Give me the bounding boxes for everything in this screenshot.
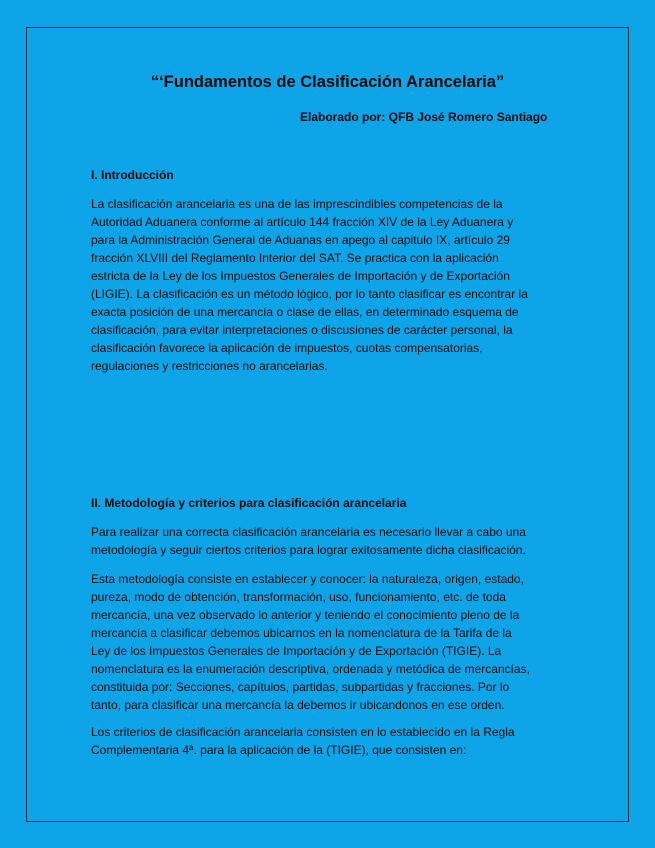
paragraph-line: pureza, modo de obtención, transformación, uso, funcionamiento, etc. de toda (91, 590, 506, 604)
section-heading-introduccion: I. Introducción (91, 168, 174, 182)
paragraph-line: Esta metodología consiste en establecer y conocer: la naturaleza, origen, estado, (91, 572, 524, 586)
paragraph-line: metodología y seguir ciertos criterios para lograr exitosamente dicha clasificación. (91, 543, 526, 557)
intro-paragraph (91, 195, 565, 375)
paragraph-line: clasificación favorece la aplicación de impuestos, cuotas compensatorias, (91, 341, 483, 355)
paragraph-line: (LIGIE). La clasificación es un método lógico, por lo tanto clasificar es encontrar la (91, 287, 528, 301)
criteria-paragraph (91, 723, 565, 759)
paragraph-line: para la Administración General de Aduanas en apego al capitulo IX, artículo 29 (91, 233, 510, 247)
paragraph-line: exacta posición de una mercancía o clase de ellas, en determinado esquema de (91, 305, 519, 319)
section-heading-metodologia: II. Metodología y criterios para clasificación arancelaria (91, 496, 407, 510)
paragraph-line: Ley de los Impuestos Generales de Importación y de Exportación (TIGIE). La (91, 644, 502, 658)
document-title: “‘Fundamentos de Clasificación Arancelaria” (150, 73, 505, 91)
paragraph-line: constituida por: Secciones, capítulos, partidas, subpartidas y fracciones. Por lo (91, 680, 510, 694)
paragraph-line: regulaciones y restricciones no arancelarias. (91, 359, 328, 373)
paragraph-line: tanto, para clasificar una mercancía la debemos ir ubicandonos en ese orden. (91, 698, 505, 712)
methodology-paragraph-2 (91, 570, 565, 714)
paragraph-line: Complementaria 4ª. para la aplicación de la (TIGIE), que consisten en: (91, 743, 467, 757)
paragraph-line: Para realizar una correcta clasificación arancelaria es necesario llevar a cabo una (91, 525, 526, 539)
paragraph-line: estricta de la Ley de los Impuestos Generales de Importación y de Exportación (91, 269, 510, 283)
paragraph-line: nomenclatura es la enumeración descriptiva, ordenada y metódica de mercancías, (91, 662, 530, 676)
document-byline: Elaborado por: QFB José Romero Santiago (300, 110, 548, 124)
paragraph-line: Los criterios de clasificación arancelaria consisten en lo establecido en la Regla (91, 725, 515, 739)
paragraph-line: La clasificación arancelaria es una de las imprescindibles competencias de la (91, 197, 503, 211)
methodology-paragraph-1 (91, 523, 565, 559)
paragraph-line: clasificación, para evitar interpretaciones o discusiones de carácter personal, la (91, 323, 513, 337)
paragraph-line: Autoridad Aduanera conforme al artículo 144 fracción XIV de la Ley Aduanera y (91, 215, 514, 229)
paragraph-line: mercancía, una vez observado lo anterior y teniendo el conocimiento pleno de la (91, 608, 520, 622)
paragraph-line: fracción XLVIII del Reglamento Interior del SAT. Se practica con la aplicación (91, 251, 499, 265)
paragraph-line: mercancía a clasificar debemos ubicarnos en la nomenclatura de la Tarifa de la (91, 626, 512, 640)
